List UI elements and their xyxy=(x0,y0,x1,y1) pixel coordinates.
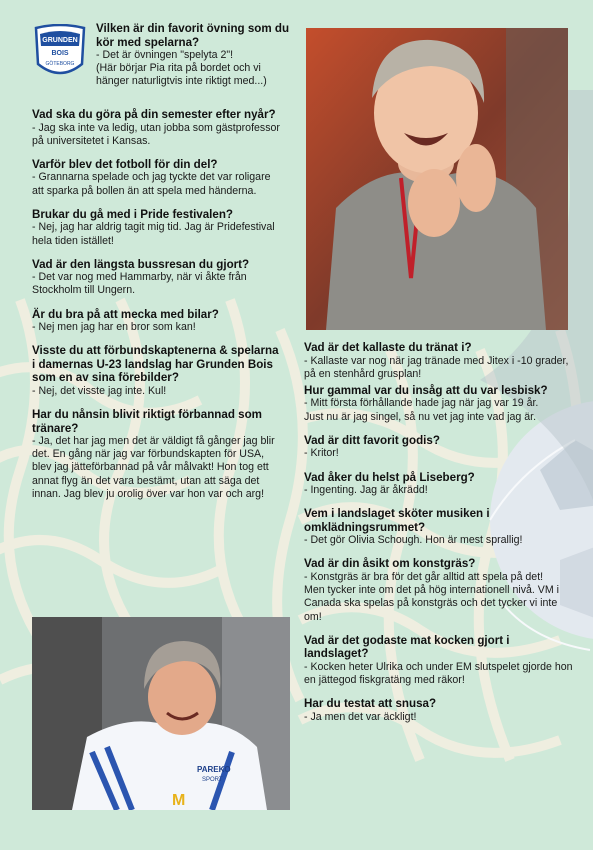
qa-item xyxy=(304,557,574,623)
answer: - Mitt första förhållande hade jag när jag var 19 år. Just nu är jag singel, så nu vet jag inte vad jag är. xyxy=(304,397,539,423)
sponsor-logo-icon: M xyxy=(172,792,186,809)
question: Vad ska du göra på din semester efter nyår? xyxy=(32,108,276,121)
answer: - Det är övningen "spelyta 2"! (Här börjar Pia rita på bordet och vi hänger naturligtvis inte riktigt med...) xyxy=(96,49,267,88)
answer: - Nej, det visste jag inte. Kul! xyxy=(32,384,167,397)
question: Vad är din åsikt om konstgräs? xyxy=(304,557,476,571)
photo-coach-smiling xyxy=(32,617,290,810)
question: Vad är det godaste mat kocken gjort i landslaget? xyxy=(304,633,510,661)
qa-item xyxy=(32,158,280,198)
question: Vad är ditt favorit godis? xyxy=(304,433,440,447)
question: Hur gammal var du insåg att du var lesbisk? xyxy=(304,383,548,397)
question: Visste du att förbundskaptenerna & spelarna i damernas U-23 landslag har Grunden Bois som en av sina förebilder? xyxy=(32,344,279,385)
qa-item xyxy=(304,471,574,498)
answer: - Kocken heter Ulrika och under EM slutspelet gjorde hon en jättegod fiskgratäng med räkor! xyxy=(304,660,573,686)
qa-item xyxy=(304,341,574,381)
qa-item xyxy=(32,308,280,335)
question: Vad är det kallaste du tränat i? xyxy=(304,341,472,354)
logo-text-1: GRUNDEN xyxy=(42,37,78,44)
answer: - Kallaste var nog när jag tränade med Jitex i -10 grader, på en stenhård grusplan! xyxy=(304,354,569,380)
qa-item xyxy=(32,258,280,298)
answer: - Ingenting. Jag är åkrädd! xyxy=(304,484,428,497)
shirt-brand-2: SPORT xyxy=(202,777,223,783)
answer: - Ja men det var äckligt! xyxy=(304,710,417,723)
shirt-brand: PAREKO xyxy=(197,765,231,774)
question: Brukar du gå med i Pride festivalen? xyxy=(32,207,234,221)
answer: - Jag ska inte va ledig, utan jobba som gästprofessor på universitetet i Kansas. xyxy=(32,121,280,147)
answer: - Nej, jag har aldrig tagit mig tid. Jag är Pridefestival hela tiden istället! xyxy=(32,221,275,247)
answer: - Det gör Olivia Schough. Hon är mest sprallig! xyxy=(304,534,523,547)
qa-item xyxy=(304,434,574,461)
question: Vad åker du helst på Liseberg? xyxy=(304,470,475,484)
logo-text-2: BOIS xyxy=(51,50,69,57)
right-column xyxy=(304,341,574,734)
question: Varför blev det fotboll för din del? xyxy=(32,157,218,171)
club-logo xyxy=(32,24,88,82)
answer: - Det var nog med Hammarby, när vi åkte från Stockholm till Ungern. xyxy=(32,271,247,297)
left-column xyxy=(32,108,280,511)
question: Har du testat att snusa? xyxy=(304,697,437,711)
question: Vad är den längsta bussresan du gjort? xyxy=(32,257,250,271)
question: Är du bra på att mecka med bilar? xyxy=(32,307,219,321)
answer: - Konstgräs är bra för det går alltid att spela på det! Men tycker inte om det på hög internationell nivå. VM i Canada ska spelas på konstgräs och det tycker vi inte om! xyxy=(304,570,559,623)
answer: - Ja, det har jag men det är väldigt få gånger jag blir det. En gång när jag var förbundskapten för USA, blev jag jätteförbannad på vår målvakt! Hon tog ett annat flyg än det vara bestämt, utan att säga det innan. Jag blev ju orolig över var hon var och arg! xyxy=(32,435,275,500)
qa-item xyxy=(304,384,574,424)
answer: - Nej men jag har en bror som kan! xyxy=(32,321,196,334)
qa-item xyxy=(304,634,574,687)
qa-item xyxy=(32,108,280,148)
intro-qa xyxy=(96,22,296,89)
question: Vem i landslaget sköter musiken i omklädningsrummet? xyxy=(304,507,490,534)
photo-coach-laughing xyxy=(306,28,568,330)
qa-item xyxy=(32,208,280,248)
qa-item xyxy=(304,697,574,724)
question: Vilken är din favorit övning som du kör med spelarna? xyxy=(96,22,290,49)
answer: - Kritor! xyxy=(304,447,339,460)
qa-item xyxy=(32,408,280,501)
question: Har du nånsin blivit riktigt förbannad som tränare? xyxy=(32,408,262,435)
qa-item xyxy=(304,507,574,547)
logo-text-3: GÖTEBORG xyxy=(45,61,75,67)
qa-item xyxy=(32,344,280,398)
answer: - Grannarna spelade och jag tyckte det var roligare att sparka på bollen än att spela med händerna. xyxy=(32,171,271,197)
